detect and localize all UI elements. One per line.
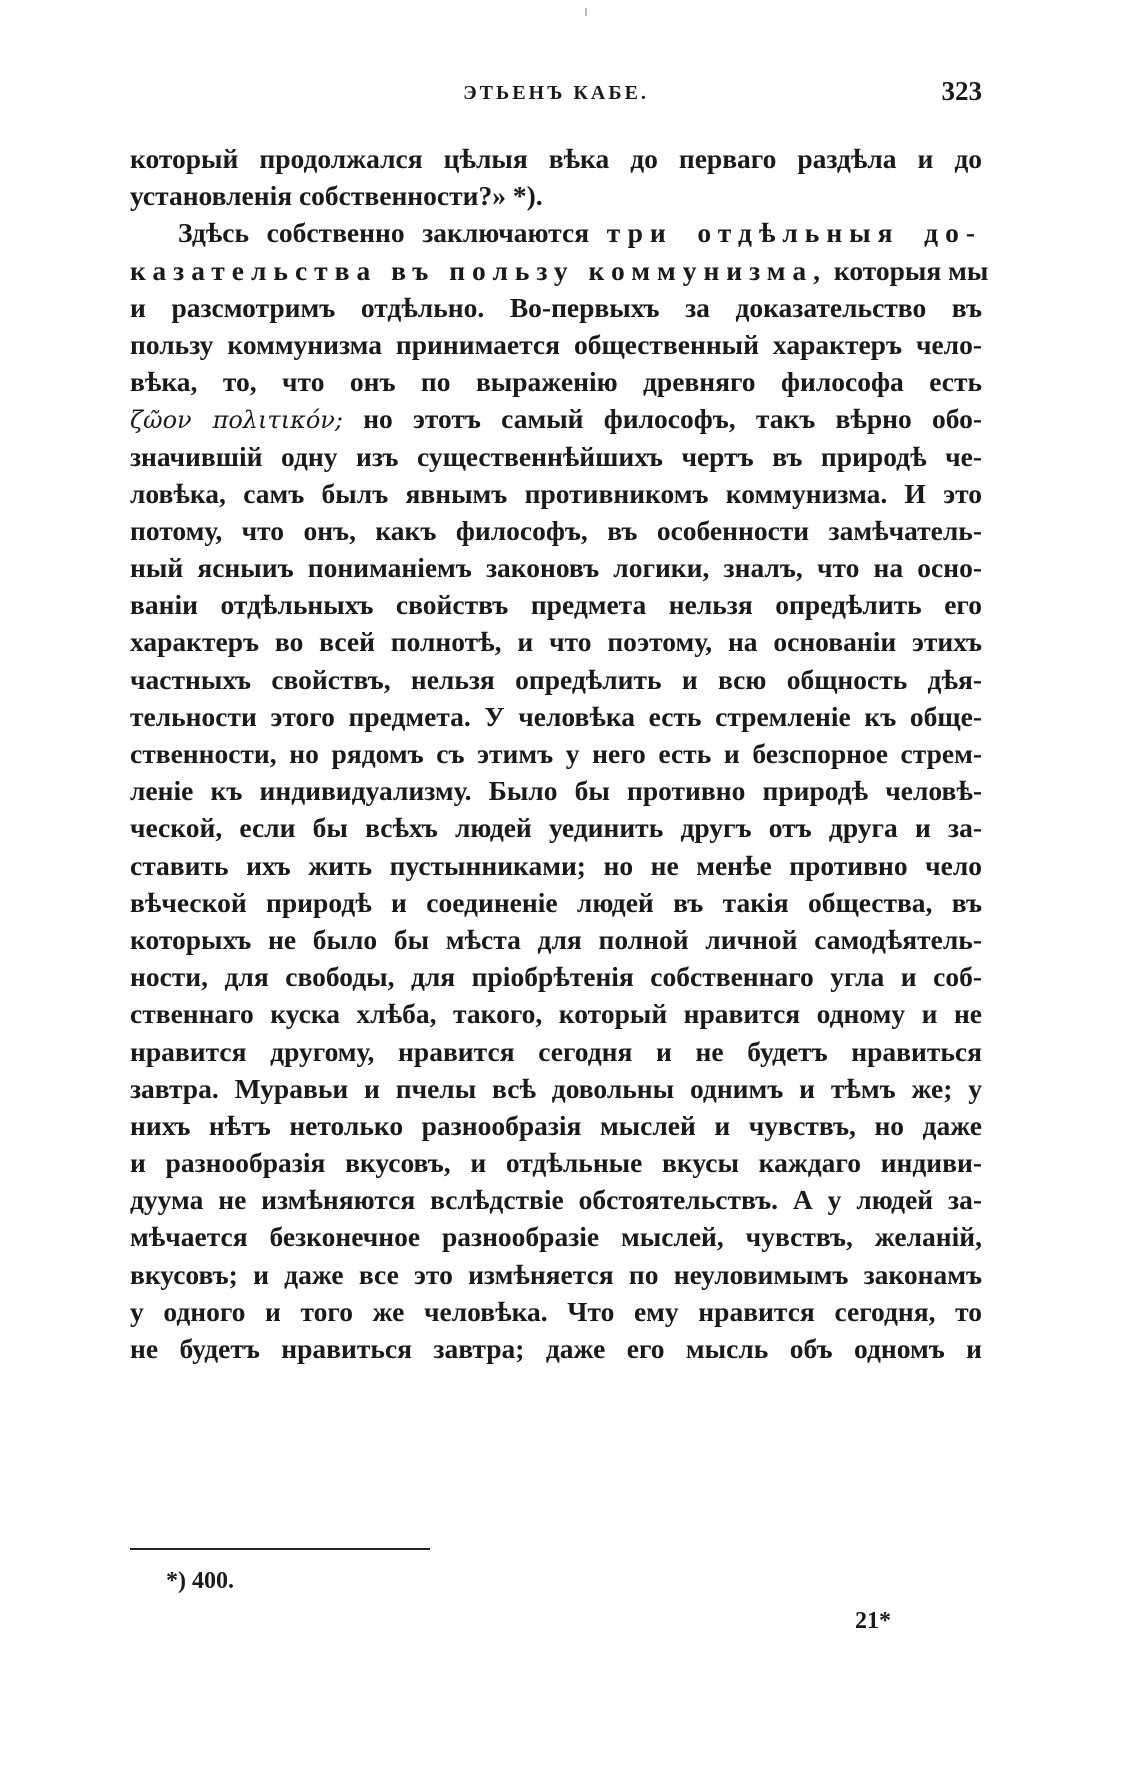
text-line: ческой, если бы всѣхъ людей уединить другъ отъ друга и за- <box>130 812 982 844</box>
emphasis-spaced: казательства въ пользу коммунизма, <box>130 254 827 286</box>
body-text <box>130 140 989 1367</box>
running-title: ЭТЬЕНЪ КАБЕ. <box>463 82 649 104</box>
text-line <box>130 214 982 251</box>
text-line: пользу коммунизма принимается общественный характеръ чело- <box>130 328 982 360</box>
text-line: потому, что онъ, какъ философъ, въ особенности замѣчатель- <box>130 514 982 546</box>
signature-mark: 21* <box>855 1608 891 1634</box>
text-line: ственнаго куска хлѣба, такого, который нравится одному и не <box>130 998 982 1030</box>
text-line: которыхъ не было бы мѣста для полной личной самодѣятель- <box>130 923 982 955</box>
emphasis-spaced: три отдѣльныя до- <box>606 217 982 249</box>
text-line: ловѣка, самъ былъ явнымъ противникомъ коммунизма. И это <box>130 477 982 509</box>
text-line: и разсмотримъ отдѣльно. Во-первыхъ за доказательство въ <box>130 291 982 323</box>
text-line: ставить ихъ жить пустынниками; но не менѣе противно чело <box>130 849 982 881</box>
text-line: частныхъ свойствъ, нельзя опредѣлить и всю общность дѣя- <box>130 663 982 695</box>
text-line: значившій одну изъ существеннѣйшихъ чертъ въ природѣ че- <box>130 440 982 472</box>
text-line <box>130 400 982 437</box>
text-line: ный ясныиъ пониманіемъ законовъ логики, зналъ, что на осно- <box>130 552 982 584</box>
text-line: вѣка, то, что онъ по выраженію древняго философа есть <box>130 366 982 398</box>
text-line: тельности этого предмета. У человѣка есть стремленіе къ обще- <box>130 700 982 732</box>
text-line: нравится другому, нравится сегодня и не будетъ нравиться <box>130 1035 982 1067</box>
text-line: нихъ нѣтъ нетолько разнообразія мыслей и чувствъ, но даже <box>130 1109 982 1141</box>
greek-phrase: ζῶον πολιτικόν; <box>130 406 343 435</box>
text-line: у одного и того же человѣка. Что ему нравится сегодня, то <box>130 1295 982 1327</box>
text-line <box>130 252 989 289</box>
text-segment: которыя мы <box>833 254 989 286</box>
text-line: установленія собственности?» *). <box>130 180 543 212</box>
text-line: леніе къ индивидуализму. Было бы противно природѣ человѣ- <box>130 775 982 807</box>
text-line: который продолжался цѣлыя вѣка до перваго раздѣла и до <box>130 143 982 174</box>
page-number: 323 <box>941 76 982 106</box>
text-line: ваніи отдѣльныхъ свойствъ предмета нельзя опредѣлить его <box>130 589 982 621</box>
text-line: и разнообразія вкусовъ, и отдѣльные вкусы каждаго индиви- <box>130 1147 982 1179</box>
text-line: вкусовъ; и даже все это измѣняется по неуловимымъ законамъ <box>130 1258 982 1290</box>
scan-mark <box>585 8 587 16</box>
text-line: вѣческой природѣ и соединеніе людей въ такія общества, въ <box>130 886 982 918</box>
running-head <box>130 76 982 116</box>
footnote-rule <box>130 1548 430 1550</box>
text-segment: Здѣсь собственно заключаются <box>178 217 590 249</box>
text-line: мѣчается безконечное разнообразіе мыслей, чувствъ, желаній, <box>130 1221 982 1253</box>
text-line: дуума не измѣняются вслѣдствіе обстоятельствъ. А у людей за- <box>130 1184 982 1216</box>
footnote: *) 400. <box>166 1568 234 1594</box>
text-line: завтра. Муравьи и пчелы всѣ довольны однимъ и тѣмъ же; у <box>130 1072 982 1104</box>
text-segment: но этотъ самый философъ, такъ вѣрно обо- <box>363 403 983 435</box>
text-line: не будетъ нравиться завтра; даже его мысль объ одномъ и <box>130 1333 982 1364</box>
text-line: ности, для свободы, для пріобрѣтенія собственнаго угла и соб- <box>130 961 982 993</box>
text-line: характеръ во всей полнотѣ, и что поэтому, на основаніи этихъ <box>130 626 982 658</box>
text-line: ственности, но рядомъ съ этимъ у него есть и безспорное стрем- <box>130 738 982 769</box>
